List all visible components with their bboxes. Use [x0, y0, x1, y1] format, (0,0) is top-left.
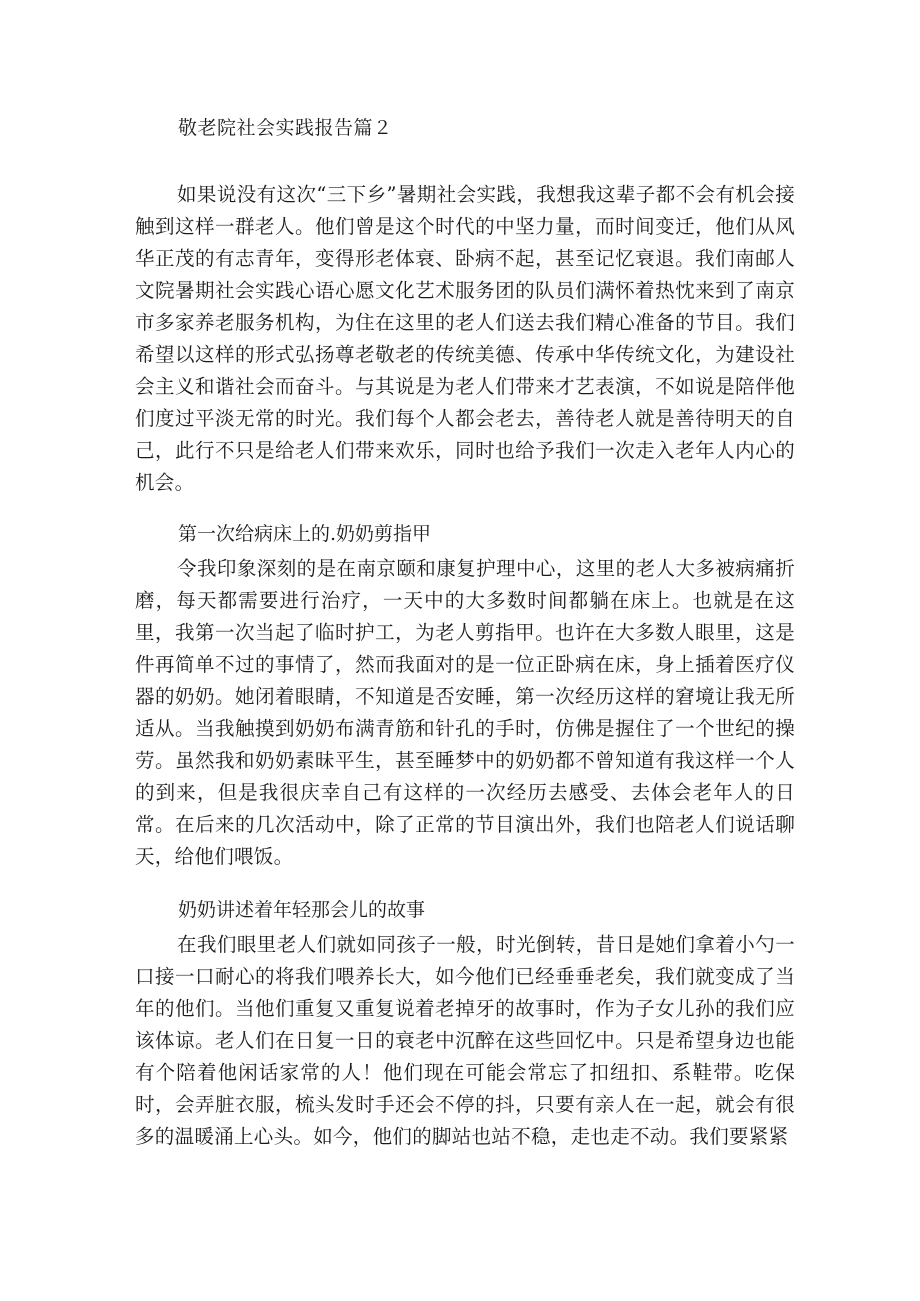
paragraph-intro: 如果说没有这次“三下乡”暑期社会实践，我想我这辈子都不会有机会接触到这样一群老人。他们曾是这个时代的中坚力量，而时间变迁，他们从风华正茂的有志青年，变得形老体衰、卧病不起，甚至记忆衰退。我们南邮人文院暑期社会实践心语心愿文化艺术服务团的队员们满怀着热忱来到了南京市多家养老服务机构，为住在这里的老人们送去我们精心准备的节目。我们希望以这样的形式弘扬尊老敬老的传统美德、传承中华传统文化，为建设社会主义和谐社会而奋斗。与其说是为老人们带来才艺表演，不如说是陪伴他们度过平淡无常的时光。我们每个人都会老去，善待老人就是善待明天的自己，此行不只是给老人们带来欢乐，同时也给予我们一次走入老年人内心的机会。 [135, 183, 795, 494]
subheading-first-nail-trim: 第一次给病床上的.奶奶剪指甲 [178, 523, 432, 545]
paragraph-nail-trim: 令我印象深刻的是在南京颐和康复护理中心，这里的老人大多被病痛折磨，每天都需要进行治疗，一天中的大多数时间都躺在床上。也就是在这里，我第一次当起了临时护工，为老人剪指甲。也许在大多数人眼里，这是件再简单不过的事情了，然而我面对的是一位正卧病在床，身上插着医疗仪器的奶奶。她闭着眼睛，不知道是否安睡，第一次经历这样的窘境让我无所适从。当我触摸到奶奶布满青筋和针孔的手时，仿佛是握住了一个世纪的操劳。虽然我和奶奶素昧平生，甚至睡梦中的奶奶都不曾知道有我这样一个人的到来，但是我很庆幸自己有这样的一次经历去感受、去体会老年人的日常。在后来的几次活动中，除了正常的节目演出外，我们也陪老人们说话聊天，给他们喂饭。 [135, 557, 795, 868]
paragraph-stories: 在我们眼里老人们就如同孩子一般，时光倒转，昔日是她们拿着小勺一口接一口耐心的将我们喂养长大，如今他们已经垂垂老矣，我们就变成了当年的他们。当他们重复又重复说着老掉牙的故事时，作为子女儿孙的我们应该体谅。老人们在日复一日的衰老中沉醉在这些回忆中。只是希望身边也能有个陪着他闲话家常的人！他们现在可能会常忘了扣纽扣、系鞋带。吃保时，会弄脏衣服，梳头发时手还会不停的抖，只要有亲人在一起，就会有很多的温暖涌上心头。如今，他们的脚站也站不稳，走也走不动。我们要紧紧 [135, 933, 795, 1148]
document-title: 敬老院社会实践报告篇２ [178, 117, 393, 139]
subheading-grandma-stories: 奶奶讲述着年轻那会儿的故事 [178, 899, 426, 921]
